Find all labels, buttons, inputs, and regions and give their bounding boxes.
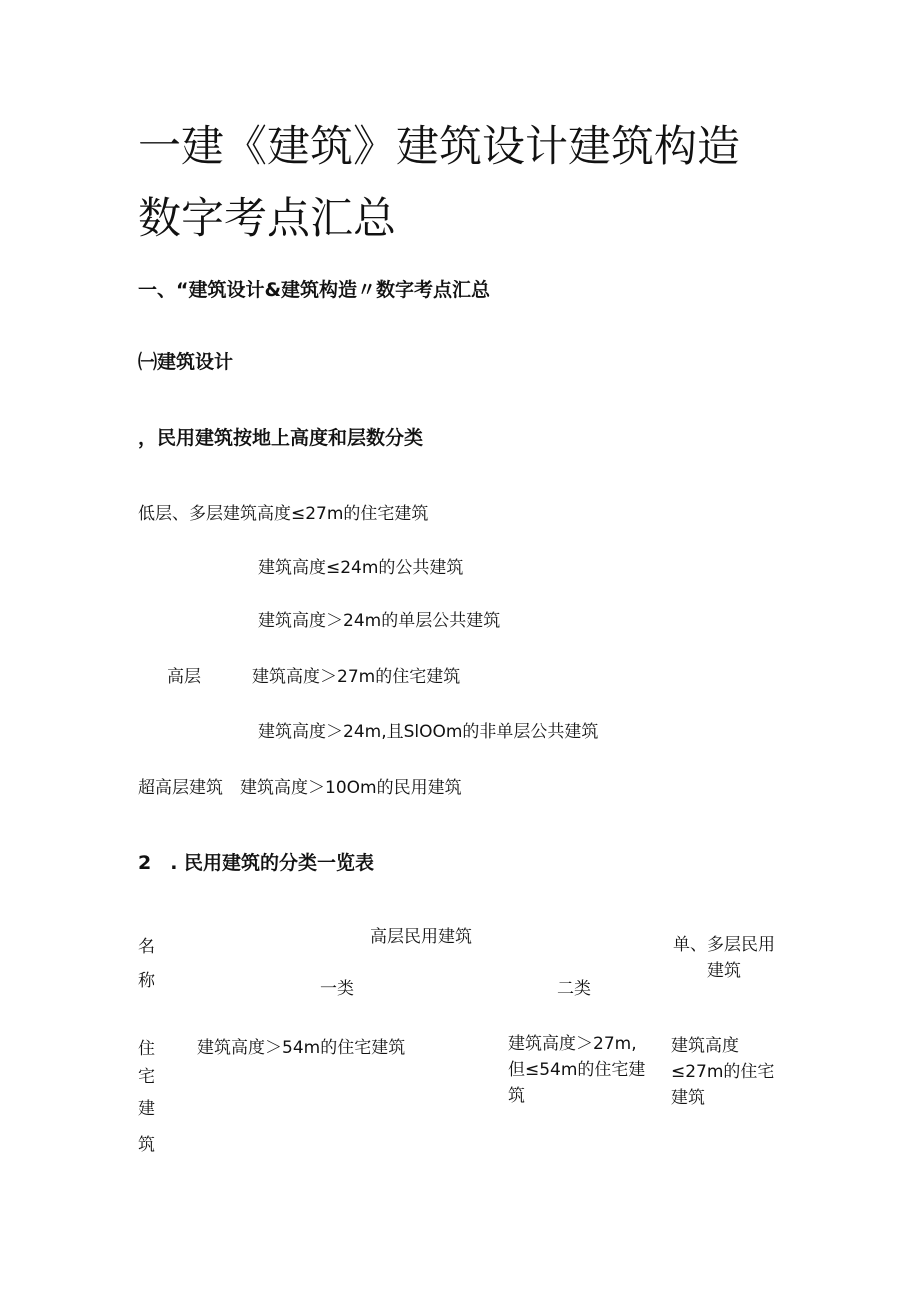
table-class2-header: 二类 [557, 979, 591, 999]
section-heading: 一、“建筑设计&建筑构造〃数字考点汇总 [138, 279, 491, 301]
super-high-rise-line: 建筑高度＞10Om的民用建筑 [240, 778, 462, 798]
table-name-header: 名 称 [138, 937, 155, 991]
subsection-heading: ㈠建筑设计 [138, 351, 234, 373]
high-rise-public-line: 建筑高度＞24m,且SlOOm的非单层公共建筑 [258, 722, 599, 742]
point-heading-table: 2 . 民用建筑的分类一览表 [138, 852, 375, 874]
table-row-residential-name: 住 宅 建 筑 [138, 1039, 155, 1155]
high-rise-residential-line: 建筑高度＞27m的住宅建筑 [252, 667, 461, 687]
high-rise-label: 高层 [167, 667, 201, 687]
table-high-rise-header: 高层民用建筑 [370, 927, 472, 947]
low-rise-line: 低层、多层建筑高度≤27m的住宅建筑 [138, 504, 429, 524]
table-row-residential-class1: 建筑高度＞54m的住宅建筑 [197, 1038, 406, 1058]
table-row-residential-class2: 建筑高度＞27m,但≤54m的住宅建筑 [508, 1034, 646, 1106]
table-single-multi-header: 单、多层民用建筑 [673, 935, 775, 981]
public-building-line: 建筑高度≤24m的公共建筑 [258, 558, 464, 578]
single-story-public-line: 建筑高度＞24m的单层公共建筑 [258, 611, 501, 631]
super-high-rise-label: 超高层建筑 [138, 778, 223, 798]
table-row-residential-single: 建筑高度≤27m的住宅建筑 [671, 1036, 775, 1108]
document-title: 一建《建筑》建筑设计建筑构造数字考点汇总 [138, 122, 740, 244]
table-class1-header: 一类 [320, 979, 354, 999]
point-heading-classification: ，民用建筑按地上高度和层数分类 [138, 427, 424, 449]
